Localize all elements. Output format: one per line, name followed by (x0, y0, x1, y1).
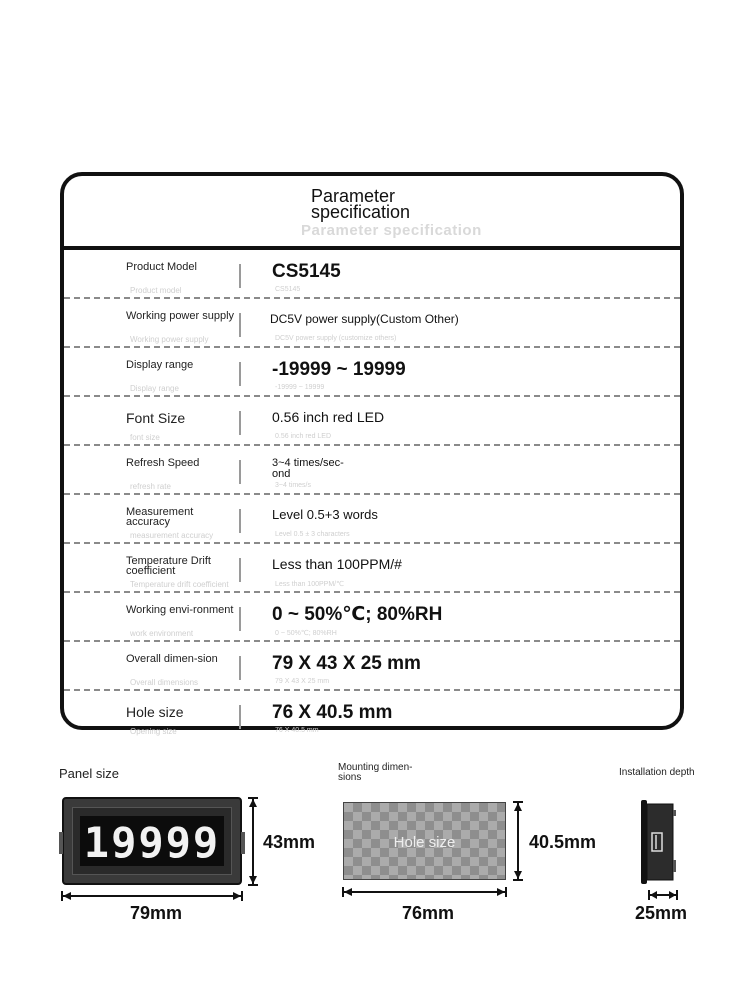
card-title-subtitle: Parameter specification (301, 222, 482, 239)
spec-row-font-size (64, 397, 680, 446)
spec-label-sub: measurement accuracy (130, 531, 214, 540)
spec-row-refresh-speed (64, 446, 680, 495)
spec-rows (64, 250, 680, 740)
spec-label-sub: Overall dimensions (130, 678, 199, 687)
spec-label: Hole size (126, 704, 184, 720)
spec-value: 76 X 40.5 mm (272, 702, 393, 723)
spec-value-sub: 0 ~ 50%℃; 80%RH (275, 630, 337, 637)
mounting-dimensions-caption: Mounting dimen-sions (338, 762, 413, 783)
spec-value: 0.56 inch red LED (272, 409, 385, 425)
installation-depth-caption: Installation depth (619, 767, 695, 778)
spec-label: Product Model (126, 261, 197, 273)
spec-label: Font Size (126, 410, 186, 426)
row-separator (239, 656, 241, 680)
spec-row-measurement-accuracy (64, 495, 680, 544)
spec-label-sub: Opening size (130, 727, 177, 736)
spec-label: Temperature Drift coefficient (126, 555, 211, 577)
panel-meter-illustration (62, 797, 242, 885)
spec-row-power-supply (64, 299, 680, 348)
spec-value-sub: 79 X 43 X 25 mm (275, 678, 330, 685)
led-readout: 19999 (83, 818, 221, 867)
card-title: Parameter specification (311, 186, 411, 222)
spec-label-sub: Product model (130, 286, 182, 295)
spec-label-sub: font size (130, 433, 160, 442)
spec-value: 0 ~ 50%℃; 80%RH (272, 604, 443, 625)
row-separator (239, 264, 241, 288)
row-separator (239, 558, 241, 582)
card-header (64, 176, 680, 250)
spec-value: 79 X 43 X 25 mm (272, 653, 421, 674)
spec-label-sub: Working power supply (130, 335, 209, 344)
panel-clip-left (59, 832, 63, 854)
spec-label-sub: Display range (130, 384, 179, 393)
meter-side-view (641, 800, 676, 884)
row-separator (239, 362, 241, 386)
spec-value-sub: -19999 ~ 19999 (275, 384, 325, 391)
front-bezel (641, 800, 647, 884)
spec-label: Refresh Speed (126, 457, 200, 469)
led-display (80, 816, 224, 866)
panel-width-label: 79mm (130, 903, 183, 923)
spec-value-sub: DC5V power supply (customize others) (275, 335, 397, 342)
parameter-spec-card (60, 172, 684, 736)
hole-size-text: Hole size (393, 834, 456, 851)
spec-row-hole-size (64, 691, 680, 740)
spec-row-display-range (64, 348, 680, 397)
row-separator (239, 411, 241, 435)
spec-row-product-model (64, 250, 680, 299)
spec-label: Overall dimen-sion (126, 653, 218, 665)
panel-size-caption: Panel size (59, 766, 119, 781)
spec-value-sub: Less than 100PPM/℃ (275, 581, 344, 588)
spec-value: Less than 100PPM/# (272, 556, 402, 572)
row-separator (239, 607, 241, 631)
spec-label-sub: Temperature drift coefficient (130, 580, 229, 589)
spec-label: Display range (126, 359, 194, 371)
row-separator (239, 460, 241, 484)
meter-body (647, 804, 673, 880)
panel-face (72, 807, 232, 875)
row-separator (239, 509, 241, 533)
spec-value: 3~4 times/sec-ond (272, 457, 344, 480)
hole-width-label: 76mm (402, 903, 455, 923)
spec-value-sub: Level 0.5 ± 3 characters (275, 531, 350, 538)
spec-row-temperature-drift (64, 544, 680, 593)
spec-label-sub: work environment (130, 629, 194, 638)
depth-label: 25mm (635, 903, 688, 923)
panel-height-label: 43mm (263, 832, 316, 852)
spec-value-sub: 3~4 times/s (275, 482, 311, 489)
spec-value: CS5145 (272, 261, 341, 282)
spec-value-sub: 76 X 40.5 mm (275, 727, 319, 734)
spec-label-sub: refresh rate (130, 482, 171, 491)
spec-label: Working power supply (126, 310, 235, 322)
row-separator (239, 313, 241, 337)
spec-value: DC5V power supply(Custom Other) (270, 312, 459, 326)
spec-value: -19999 ~ 19999 (272, 359, 406, 380)
hole-height-label: 40.5mm (529, 832, 597, 852)
spec-label: Measurement accuracy (126, 506, 194, 528)
spec-value: Level 0.5+3 words (272, 507, 378, 522)
row-separator (239, 705, 241, 729)
spec-row-overall-dimension (64, 642, 680, 691)
spec-value-sub: 0.56 inch red LED (275, 433, 332, 440)
spec-label: Working envi-ronment (126, 604, 234, 616)
panel-clip-right (241, 832, 245, 854)
mounting-hole-illustration (343, 802, 506, 880)
spec-row-working-environment (64, 593, 680, 642)
spec-value-sub: CS5145 (275, 286, 301, 293)
